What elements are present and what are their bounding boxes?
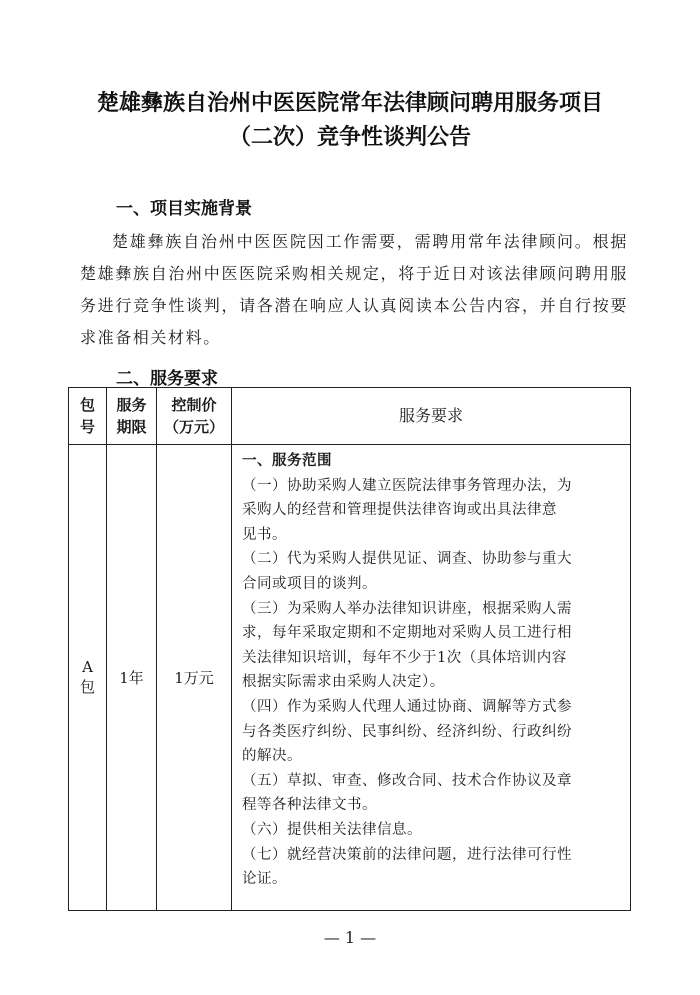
- requirement-line: 采购人的经营和管理提供法律咨询或出具法律意: [242, 502, 557, 519]
- cell-requirements: [232, 445, 631, 911]
- header-package-line-2: 号: [79, 418, 95, 436]
- requirement-line: 见书。: [242, 526, 287, 543]
- requirement-line: 一、服务范围: [242, 453, 332, 469]
- section-2-heading: 二、服务要求: [116, 369, 218, 389]
- requirement-line: 根据实际需求由采购人决定）。: [242, 674, 445, 691]
- cell-package-line-1: A: [82, 658, 93, 676]
- header-price-line-1: 控制价: [171, 396, 217, 414]
- table-header-row: [69, 388, 631, 445]
- requirement-line: 关法律知识培训，每年不少于1次（具体培训内容: [242, 649, 567, 666]
- requirement-line: （二）代为采购人提供见证、调查、协助参与重大: [242, 551, 572, 568]
- requirement-line: （七）就经营决策前的法律问题，进行法律可行性: [242, 846, 572, 863]
- section-1-heading: 一、项目实施背景: [116, 199, 252, 219]
- section-1-paragraph: 楚雄彝族自治州中医医院因工作需要，需聘用常年法律顾问。根据楚雄彝族自治州中医医院采购相关规定，将于近日对该法律顾问聘用服务进行竞争性谈判，请各潜在响应人认真阅读本公告内容，并自行按要求准备相关材料。: [80, 232, 628, 347]
- header-control-price: [157, 388, 232, 445]
- header-period-line-1: 服务: [116, 396, 147, 414]
- requirement-line: 合同或项目的谈判。: [242, 575, 377, 592]
- requirement-line: 与各类医疗纠纷、民事纠纷、经济纠纷、行政纠纷: [242, 723, 572, 740]
- header-period-line-2: 期限: [116, 418, 147, 436]
- cell-price: 1万元: [157, 445, 232, 911]
- header-price-line-2: （万元）: [163, 418, 224, 436]
- requirement-line: 的解决。: [242, 748, 302, 765]
- page-number: — 1 —: [323, 928, 377, 947]
- document-title-line-2: （二次）竞争性谈判公告: [228, 125, 471, 150]
- requirement-line: （五）草拟、审查、修改合同、技术合作协议及章: [242, 772, 572, 789]
- requirement-line: 程等各种法律文书。: [242, 797, 377, 814]
- table-row: [69, 445, 631, 911]
- requirement-line: 论证。: [242, 871, 287, 888]
- document-title-line-1: 楚雄彝族自治州中医医院常年法律顾问聘用服务项目: [96, 91, 603, 116]
- service-requirements-table: [68, 387, 631, 911]
- requirement-line: （一）协助采购人建立医院法律事务管理办法，为: [242, 477, 572, 494]
- requirement-line: （四）作为采购人代理人通过协商、调解等方式参: [242, 698, 572, 715]
- header-package-line-1: 包: [79, 396, 95, 414]
- requirement-line: （三）为采购人举办法律知识讲座，根据采购人需: [242, 600, 572, 617]
- header-service-period: [107, 388, 157, 445]
- header-service-requirements: 服务要求: [232, 388, 631, 445]
- requirement-line: 求，每年采取定期和不定期地对采购人员工进行相: [242, 625, 572, 642]
- cell-package: [69, 445, 107, 911]
- header-package-number: [69, 388, 107, 445]
- cell-period: 1年: [107, 445, 157, 911]
- cell-package-line-2: 包: [79, 678, 95, 696]
- requirement-line: （六）提供相关法律信息。: [242, 821, 422, 838]
